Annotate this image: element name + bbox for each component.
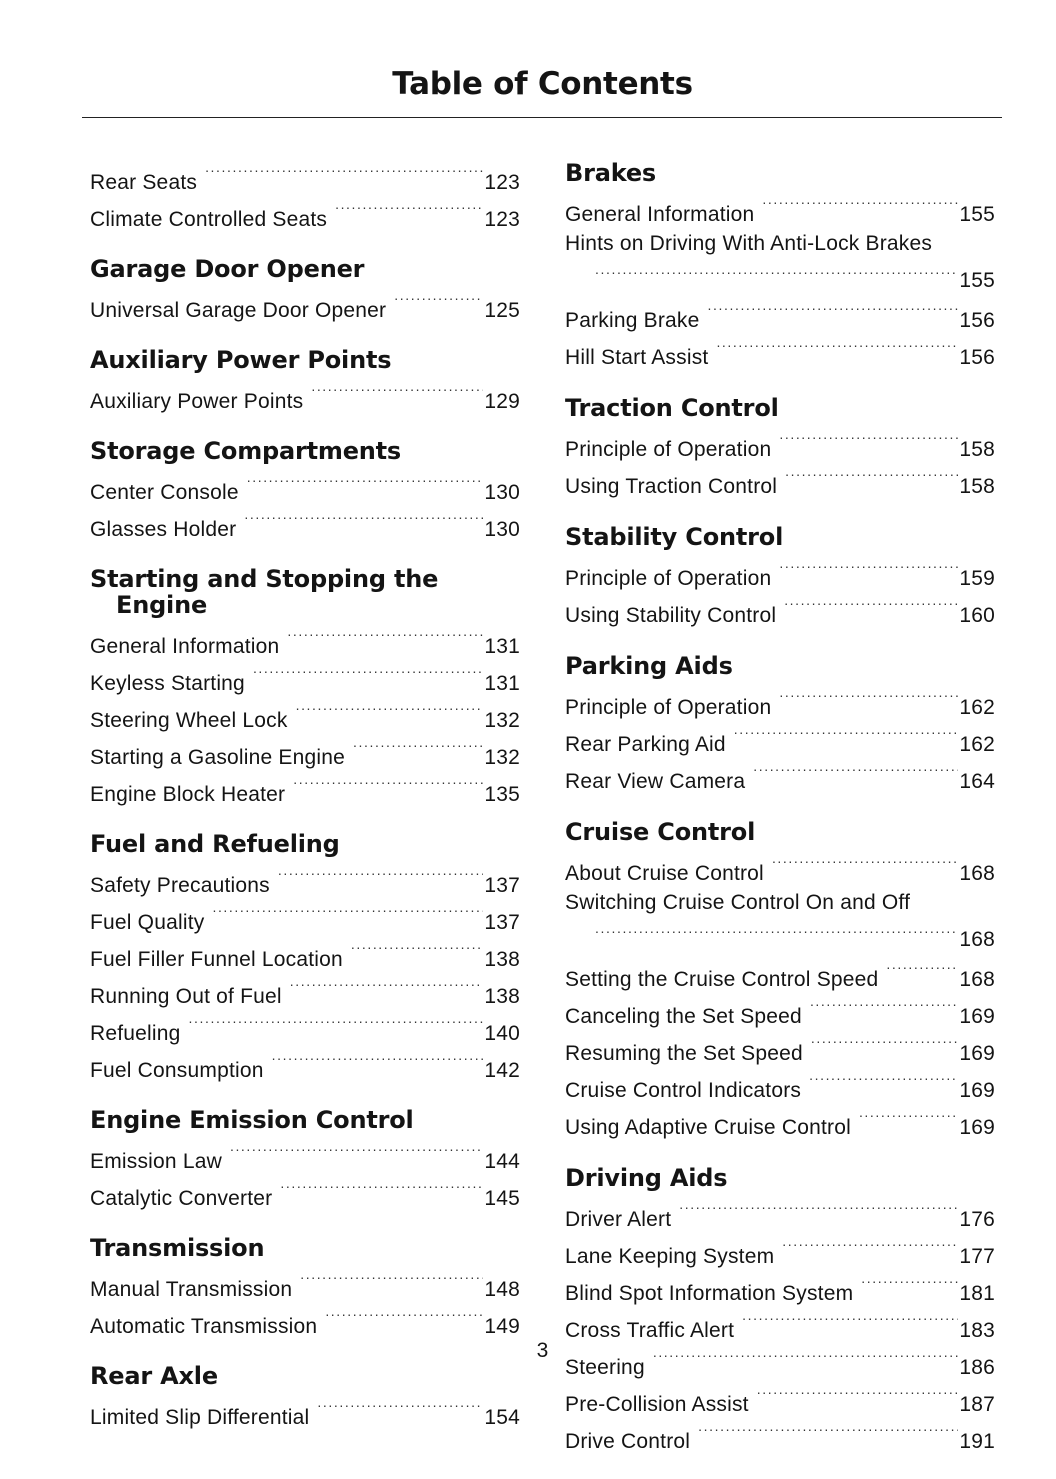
section-heading: Storage Compartments <box>90 437 402 465</box>
toc-entry-page: 129 <box>484 390 520 413</box>
dot-leader <box>779 685 958 714</box>
dot-leader <box>753 759 958 788</box>
toc-entry[interactable] <box>90 288 520 325</box>
toc-entry[interactable] <box>565 1105 995 1142</box>
toc-entry-label: Fuel Quality <box>90 911 205 934</box>
toc-entry-page: 183 <box>959 1319 995 1342</box>
toc-entry-label: Fuel Filler Funnel Location <box>90 948 343 971</box>
toc-entry-label: Setting the Cruise Control Speed <box>565 968 879 991</box>
toc-entry[interactable] <box>565 888 995 951</box>
toc-section <box>90 347 520 416</box>
section-heading: Transmission <box>90 1234 265 1262</box>
toc-entry-page: 137 <box>484 874 520 897</box>
toc-section <box>565 524 995 630</box>
toc-entry-label: Switching Cruise Control On and Off <box>565 891 911 914</box>
toc-section <box>90 1107 520 1213</box>
dot-leader <box>859 1105 958 1134</box>
toc-entry[interactable] <box>565 1382 995 1419</box>
toc-entry-page: 176 <box>959 1208 995 1231</box>
toc-entry-page: 154 <box>484 1406 520 1429</box>
toc-entry[interactable] <box>90 624 520 661</box>
dot-leader <box>351 937 484 966</box>
toc-entry[interactable] <box>565 759 995 796</box>
dot-leader <box>272 1048 484 1077</box>
toc-entry-label: Automatic Transmission <box>90 1315 318 1338</box>
toc-entry-page: 155 <box>959 269 995 292</box>
toc-entry-page: 130 <box>484 481 520 504</box>
toc-entry-label: Fuel Consumption <box>90 1059 264 1082</box>
toc-entry-label: Rear Seats <box>90 171 198 194</box>
toc-entry-label: Canceling the Set Speed <box>565 1005 802 1028</box>
toc-entry-page: 169 <box>959 1079 995 1102</box>
toc-entry-page: 155 <box>959 203 995 226</box>
toc-entry[interactable] <box>90 160 520 197</box>
dot-leader <box>784 593 958 622</box>
dot-leader <box>779 427 958 456</box>
toc-entry[interactable] <box>565 464 995 501</box>
toc-entry-label: Resuming the Set Speed <box>565 1042 803 1065</box>
dot-leader <box>205 160 483 189</box>
toc-left-column <box>90 160 520 1454</box>
dot-leader <box>247 470 484 499</box>
section-heading: Fuel and Refueling <box>90 830 340 858</box>
toc-entry-page: 187 <box>959 1393 995 1416</box>
toc-entry-label: General Information <box>90 635 280 658</box>
toc-entry[interactable] <box>90 1304 520 1341</box>
dot-leader <box>708 298 959 327</box>
dot-leader <box>212 900 483 929</box>
toc-entry-label: Driver Alert <box>565 1208 672 1231</box>
toc-entry-label: Center Console <box>90 481 239 504</box>
dot-leader <box>861 1271 958 1300</box>
dot-leader <box>290 974 484 1003</box>
toc-entry-page: 144 <box>484 1150 520 1173</box>
dot-leader <box>595 258 958 287</box>
toc-entry-label: Climate Controlled Seats <box>90 208 328 231</box>
section-heading: Cruise Control <box>565 818 756 846</box>
toc-entry[interactable] <box>565 192 995 229</box>
toc-entry[interactable] <box>565 851 995 888</box>
toc-entry-label: Using Adaptive Cruise Control <box>565 1116 851 1139</box>
page-title: Table of Contents <box>392 66 693 102</box>
toc-section <box>565 1165 995 1456</box>
toc-entry[interactable] <box>565 1234 995 1271</box>
dot-leader <box>394 288 483 317</box>
dot-leader <box>293 772 483 801</box>
toc-entry[interactable] <box>565 1419 995 1456</box>
toc-section <box>565 819 995 1142</box>
toc-entry[interactable] <box>90 661 520 698</box>
toc-entry-label: Emission Law <box>90 1150 222 1173</box>
toc-entry-label: Parking Brake <box>565 309 700 332</box>
toc-section <box>90 438 520 544</box>
dot-leader <box>230 1139 483 1168</box>
toc-entry-label: Principle of Operation <box>565 567 772 590</box>
toc-entry[interactable] <box>565 1031 995 1068</box>
page-number: 3 <box>536 1339 549 1362</box>
title-divider <box>82 117 1002 118</box>
toc-entry-page: 168 <box>959 928 995 951</box>
toc-entry-label: Hints on Driving With Anti-Lock Brakes <box>565 232 933 255</box>
toc-entry-label: Using Traction Control <box>565 475 778 498</box>
toc-entry-page: 160 <box>959 604 995 627</box>
toc-entry[interactable] <box>90 1139 520 1176</box>
toc-entry-label: Engine Block Heater <box>90 783 286 806</box>
dot-leader <box>296 698 484 727</box>
toc-entry[interactable] <box>90 863 520 900</box>
toc-entry[interactable] <box>90 379 520 416</box>
toc-entry-page: 132 <box>484 709 520 732</box>
dot-leader <box>317 1395 483 1424</box>
section-heading: Parking Aids <box>565 652 733 680</box>
toc-entry[interactable] <box>565 722 995 759</box>
toc-entry-page: 125 <box>484 299 520 322</box>
toc-entry-label: Safety Precautions <box>90 874 270 897</box>
toc-entry-page: 138 <box>484 985 520 1008</box>
toc-entry-page: 145 <box>484 1187 520 1210</box>
toc-entry-page: 191 <box>959 1430 995 1453</box>
dot-leader <box>253 661 483 690</box>
toc-entry-page: 169 <box>959 1116 995 1139</box>
toc-entry-page: 138 <box>484 948 520 971</box>
toc-entry[interactable] <box>565 1068 995 1105</box>
toc-entry-label: Drive Control <box>565 1430 691 1453</box>
toc-entry-label: Auxiliary Power Points <box>90 390 304 413</box>
toc-section <box>90 160 520 234</box>
toc-section <box>565 653 995 796</box>
toc-entry-page: 169 <box>959 1005 995 1028</box>
toc-entry-label: Catalytic Converter <box>90 1187 273 1210</box>
toc-entry-page: 159 <box>959 567 995 590</box>
toc-entry-page: 158 <box>959 475 995 498</box>
toc-section <box>90 831 520 1085</box>
toc-entry-label: Steering <box>565 1356 645 1379</box>
toc-entry-label: Starting a Gasoline Engine <box>90 746 346 769</box>
toc-entry-label: Manual Transmission <box>90 1278 293 1301</box>
toc-entry-page: 169 <box>959 1042 995 1065</box>
toc-section <box>90 1235 520 1341</box>
dot-leader <box>734 722 959 751</box>
dot-leader <box>785 464 958 493</box>
toc-entry-page: 148 <box>484 1278 520 1301</box>
dot-leader <box>244 507 483 536</box>
section-heading: Driving Aids <box>565 1164 728 1192</box>
dot-leader <box>353 735 483 764</box>
toc-entry-page: 164 <box>959 770 995 793</box>
toc-entry[interactable] <box>90 974 520 1011</box>
toc-entry-label: Glasses Holder <box>90 518 237 541</box>
toc-entry-page: 181 <box>959 1282 995 1305</box>
dot-leader <box>772 851 958 880</box>
toc-entry-page: 142 <box>484 1059 520 1082</box>
toc-entry[interactable] <box>90 1176 520 1213</box>
dot-leader <box>311 379 483 408</box>
toc-entry-label: Hill Start Assist <box>565 346 709 369</box>
toc-entry[interactable] <box>565 229 995 292</box>
toc-entry-label: Pre-Collision Assist <box>565 1393 749 1416</box>
toc-entry[interactable] <box>565 427 995 464</box>
toc-section <box>565 160 995 372</box>
toc-entry-page: 123 <box>484 171 520 194</box>
section-heading: Brakes <box>565 159 657 187</box>
toc-entry-page: 162 <box>959 733 995 756</box>
toc-entry[interactable] <box>90 1011 520 1048</box>
dot-leader <box>782 1234 958 1263</box>
toc-entry[interactable] <box>90 1267 520 1304</box>
toc-entry[interactable] <box>565 1197 995 1234</box>
toc-entry[interactable] <box>90 735 520 772</box>
toc-section <box>565 395 995 501</box>
toc-entry[interactable] <box>90 900 520 937</box>
toc-entry-page: 156 <box>959 309 995 332</box>
toc-entry[interactable] <box>90 507 520 544</box>
dot-leader <box>810 994 958 1023</box>
toc-entry-label: Refueling <box>90 1022 181 1045</box>
section-heading: Starting and Stopping the Engine <box>90 565 439 619</box>
toc-entry-page: 149 <box>484 1315 520 1338</box>
dot-leader <box>335 197 483 226</box>
dot-leader <box>325 1304 483 1333</box>
dot-leader <box>287 624 483 653</box>
toc-entry[interactable] <box>90 698 520 735</box>
dot-leader <box>189 1011 484 1040</box>
toc-entry[interactable] <box>90 197 520 234</box>
toc-entry-page: 132 <box>484 746 520 769</box>
dot-leader <box>742 1308 958 1337</box>
toc-entry-page: 130 <box>484 518 520 541</box>
dot-leader <box>280 1176 483 1205</box>
toc-entry-label: Lane Keeping System <box>565 1245 775 1268</box>
dot-leader <box>811 1031 958 1060</box>
toc-entry-label: Blind Spot Information System <box>565 1282 854 1305</box>
dot-leader <box>886 957 958 986</box>
toc-entry-label: Principle of Operation <box>565 438 772 461</box>
toc-entry-label: General Information <box>565 203 755 226</box>
dot-leader <box>300 1267 483 1296</box>
toc-entry-label: Cruise Control Indicators <box>565 1079 802 1102</box>
toc-entry-label: Rear Parking Aid <box>565 733 726 756</box>
toc-entry-label: Steering Wheel Lock <box>90 709 288 732</box>
toc-entry[interactable] <box>90 1048 520 1085</box>
toc-entry[interactable] <box>90 470 520 507</box>
toc-entry-label: Rear View Camera <box>565 770 746 793</box>
toc-entry-label: Universal Garage Door Opener <box>90 299 387 322</box>
toc-entry-page: 162 <box>959 696 995 719</box>
toc-entry[interactable] <box>565 298 995 335</box>
dot-leader <box>716 335 958 364</box>
toc-entry-page: 156 <box>959 346 995 369</box>
toc-entry-page: 168 <box>959 968 995 991</box>
toc-entry-page: 123 <box>484 208 520 231</box>
dot-leader <box>809 1068 958 1097</box>
toc-entry-page: 186 <box>959 1356 995 1379</box>
dot-leader <box>278 863 483 892</box>
toc-entry-page: 137 <box>484 911 520 934</box>
toc-entry-page: 168 <box>959 862 995 885</box>
toc-right-column <box>565 160 995 1479</box>
toc-entry-page: 135 <box>484 783 520 806</box>
toc-entry[interactable] <box>565 335 995 372</box>
toc-entry[interactable] <box>90 937 520 974</box>
toc-entry-label: Principle of Operation <box>565 696 772 719</box>
toc-entry-page: 140 <box>484 1022 520 1045</box>
toc-entry-label: About Cruise Control <box>565 862 764 885</box>
toc-entry[interactable] <box>565 994 995 1031</box>
toc-entry[interactable] <box>565 556 995 593</box>
dot-leader <box>762 192 958 221</box>
toc-entry-label: Keyless Starting <box>90 672 245 695</box>
toc-entry-page: 131 <box>484 672 520 695</box>
toc-section <box>90 256 520 325</box>
dot-leader <box>679 1197 958 1226</box>
section-heading: Rear Axle <box>90 1362 218 1390</box>
toc-entry[interactable] <box>565 1271 995 1308</box>
toc-entry[interactable] <box>565 957 995 994</box>
section-heading: Stability Control <box>565 523 784 551</box>
dot-leader <box>595 917 958 946</box>
toc-entry-page: 131 <box>484 635 520 658</box>
section-heading: Traction Control <box>565 394 779 422</box>
toc-entry[interactable] <box>565 593 995 630</box>
dot-leader <box>698 1419 958 1448</box>
section-heading: Garage Door Opener <box>90 255 365 283</box>
toc-entry-label: Cross Traffic Alert <box>565 1319 735 1342</box>
toc-section <box>90 566 520 809</box>
toc-section <box>90 1363 520 1432</box>
toc-entry[interactable] <box>90 772 520 809</box>
section-heading: Engine Emission Control <box>90 1106 414 1134</box>
section-heading: Auxiliary Power Points <box>90 346 392 374</box>
toc-entry-page: 158 <box>959 438 995 461</box>
dot-leader <box>779 556 958 585</box>
toc-entry-label: Using Stability Control <box>565 604 777 627</box>
dot-leader <box>757 1382 959 1411</box>
toc-entry[interactable] <box>90 1395 520 1432</box>
toc-entry-page: 177 <box>959 1245 995 1268</box>
toc-entry[interactable] <box>565 685 995 722</box>
toc-entry-label: Running Out of Fuel <box>90 985 282 1008</box>
toc-entry-label: Limited Slip Differential <box>90 1406 310 1429</box>
